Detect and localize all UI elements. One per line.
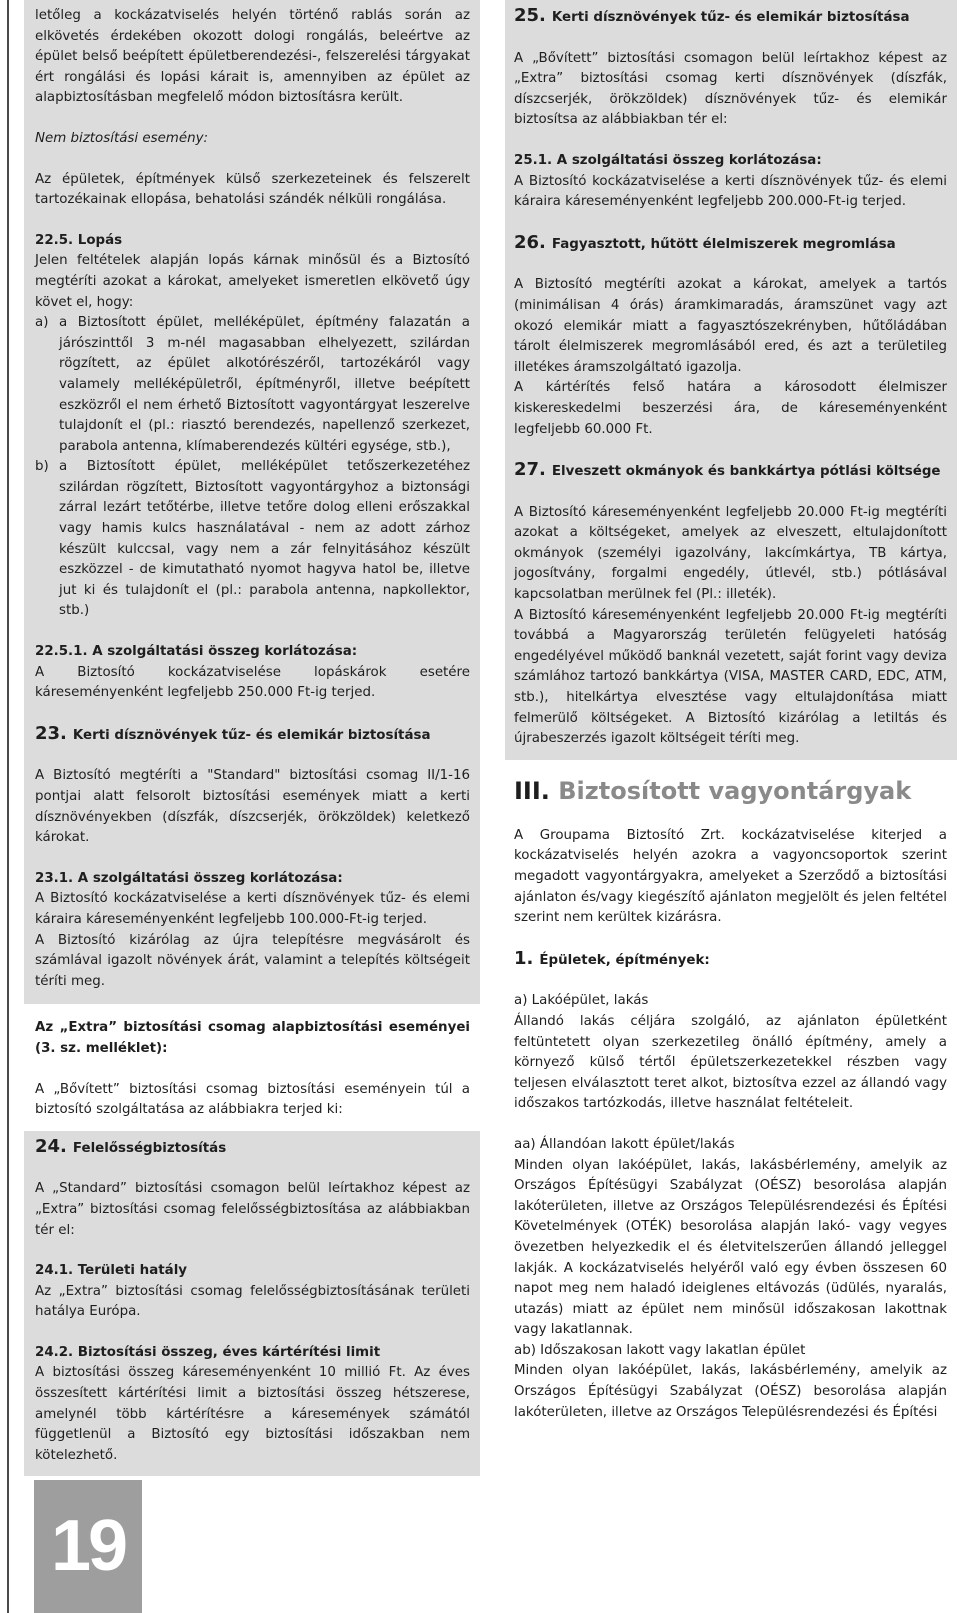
list-item <box>35 457 470 622</box>
section-22-5-list <box>35 313 470 622</box>
extra-package-text: A „Bővített” biztosítási csomag biztosítási eseményein túl a biztosító szolgáltatása az alábbiakra terjed ki: <box>35 1081 470 1118</box>
section-24-number: 24. <box>35 1135 67 1157</box>
section-26-title: Fagyasztott, hűtött élelmiszerek megromlása <box>551 236 896 252</box>
section-25-heading <box>514 6 947 29</box>
extra-package-title: Az „Extra” biztosítási csomag alapbiztosítási eseményei (3. sz. melléklet): <box>35 1020 470 1056</box>
non-event-label: Nem biztosítási esemény: <box>35 130 209 146</box>
section-26-heading <box>514 233 947 256</box>
right-plain-block <box>505 760 957 1423</box>
section-1-a-text: Állandó lakás céljára szolgáló, az ajánlaton épületként feltüntetett olyan szerkezetileg önálló építmény, amely a környező külső tértől épületszerkezetekkel részben vagy teljesen elválasztott teret alkot, biztosítva ezzel az állandó vagy időszakos tartózkodás, illetve használat feltételeit. <box>514 1013 947 1112</box>
right-column <box>505 0 957 1423</box>
section-1-number: 1. <box>514 947 534 969</box>
section-1-aa-label: aa) Állandóan lakott épület/lakás <box>514 1136 735 1152</box>
section-27 <box>514 460 947 750</box>
section-24-1-text: Az „Extra” biztosítási csomag felelősségbiztosításának területi hatálya Európa. <box>35 1283 470 1320</box>
section-26-text-2: A kártérítés felső határa a károsodott élelmiszer kiskereskedelmi beszerzési ára, de káreseményenként legfeljebb 60.000 Ft. <box>514 380 947 437</box>
list-marker: a) <box>35 315 49 331</box>
section-III-title: Biztosított vagyontárgyak <box>558 776 912 805</box>
right-gray-box <box>505 0 957 760</box>
list-text: a Biztosított épület, melléképület, építmény falazatán a járószinttől 3 m-nél magasabban elhelyezett, szilárdan rögzített, az épület alkotórészéről, tartozékáról vagy valamely melléképületről, építményről, illetve beépített eszközről el nem érhető Biztosított vagyontárgyat leszerelve tulajdonít el (pl.: riasztó berendezés, napellenző szerkezet, parabola antenna, klímaberendezés kültéri egysége, stb.), <box>59 315 470 454</box>
section-22-5-title: 22.5. Lopás <box>35 232 123 248</box>
section-23-1-text-1: A Biztosító kockázatviselése a kerti dísznövények tűz- és elemi káraira káreseményenként legfeljebb 100.000-Ft-ig terjed. <box>35 891 470 927</box>
section-22-5-1-text: A Biztosító kockázatviselése lopáskárok esetére káreseményenként legfeljebb 250.000 Ft-ig terjed. <box>35 664 470 701</box>
section-23-1 <box>35 869 470 993</box>
section-1-ab-text: Minden olyan lakóépület, lakás, lakásbérlemény, amelyik az Országos Építésügyi Szabályzat (OÉSZ) besorolása alapján lakóterületen, illetve az Országos Településrendezési és Építési <box>514 1363 947 1420</box>
section-22-5-1-title: 22.5.1. A szolgáltatási összeg korlátozása: <box>35 644 358 660</box>
section-22-5-intro: Jelen feltételek alapján lopás kárnak minősül és a Biztosító megtéríti azokat a károkat, amelyeket ismeretlen elkövető úgy követ el, hogy: <box>35 253 470 310</box>
section-27-heading <box>514 460 947 483</box>
section-25-1-title: 25.1. A szolgáltatási összeg korlátozása: <box>514 152 822 168</box>
section-III-heading <box>514 776 947 806</box>
section-24 <box>35 1137 470 1241</box>
section-1-ab-label: ab) Időszakosan lakott vagy lakatlan épület <box>514 1342 806 1358</box>
section-23-number: 23. <box>35 722 67 744</box>
left-plain-block <box>24 1004 480 1130</box>
page-number: 19 <box>34 1480 142 1613</box>
list-item <box>35 313 470 457</box>
section-24-text: A „Standard” biztosítási csomagon belül leírtakhoz képest az „Extra” biztosítási csomag felelősségbiztosítása az alábbiakban tér el: <box>35 1181 470 1238</box>
section-24-2-text: A biztosítási összeg káreseményenként 10 millió Ft. Az éves összesített kártérítési limit a biztosítási összeg hétszerese, amelynél több kártérítésre a káresemények számától függetlenül a Biztosító egy biztosítási időszakban nem kötelezhető. <box>35 1365 470 1463</box>
section-27-number: 27. <box>514 459 546 481</box>
section-23-text: A Biztosító megtéríti a "Standard" biztosítási csomag II/1-16 pontjai alatt felsorolt biztosítási események miatt a kerti dísznövényekben (díszfák, díszcserjék, örökzöldek) keletkező károkat. <box>35 768 470 846</box>
intro-paragraph: letőleg a kockázatviselés helyén történő rablás során az elkövetés érdekében okozott dologi rongálás, beleértve az épület belső beépített épületberendezési-, felszerelési tárgyakat ért rongálási és lopási kárait is, amennyiben az épület az alapbiztosításban megfelelő módon biztosításra került. <box>35 8 470 106</box>
section-III-number: III. <box>514 776 550 805</box>
section-24-heading <box>35 1137 470 1160</box>
section-27-text-1: A Biztosító káreseményenként legfeljebb 20.000 Ft-ig megtéríti azokat a költségeket, amelyek az elveszett, eltulajdonított okmányok (személyi igazolvány, lakcímkártya, TB kártya, jogosítvány, forgalmi engedély, útlevél, stb.) pótlásával kapcsolatban merülnek fel (Pl.: illeték). <box>514 504 947 603</box>
list-text: a Biztosított épület, melléképület tetőszerkezetéhez szilárdan rögzített, Biztosított vagyontárgyhoz a biztonsági zárral lezárt tetőtérbe, illetve tetőre dolog elleni erőszakkal vagy hamis kulcs használatával - nem az adott zárhoz készült kulccsal, vagy nem a zár felnyitásához készült eszközzel - de kimutatható nyomot hagyva hatol be, illetve jut ki és tulajdonít el (pl.: parabola antenna, napkollektor, stb.) <box>59 459 470 619</box>
non-event-text: Az épületek, építmények külső szerkezeteinek és felszerelt tartozékainak ellopása, behatolási szándék nélküli rongálása. <box>35 171 470 208</box>
section-23 <box>35 724 470 849</box>
list-marker: b) <box>35 459 49 475</box>
section-26-text-1: A Biztosító megtéríti azokat a károkat, amelyek a tartós (minimálisan 4 órás) áramkimaradás, áramszünet vagy azt okozó elemikár miatt a fagyasztószekrényben, hűtőládában tárolt élelmiszerek megromlásából ered, és azt a területileg illetékes áramszolgáltató igazolja. <box>514 277 947 375</box>
section-23-1-text-2: A Biztosító kizárólag az újra telepítésre megvásárolt és számlával igazolt növények árát, valamint a telepítés költségeit téríti meg. <box>35 932 470 989</box>
section-24-title: Felelősségbiztosítás <box>72 1140 227 1156</box>
section-1-aa-text: Minden olyan lakóépület, lakás, lakásbérlemény, amelyik az Országos Építésügyi Szabályzat (OÉSZ) besorolása alapján lakóterületen, illetve az Országos Településrendezési és Építési Követelmények (OTÉK) besorolása alapján lakó- vagy vegyes övezetben helyezkedik el és életvitelszerűen állandó jelleggel lakják. A kockázatviselés helyéről való egy évben összesen 60 napot meg nem haladó ideiglenes eltávozás (üdülés, nyaralás, utazás) miatt az épület nem minősül időszakosan lakottnak vagy lakatlannak. <box>514 1157 947 1338</box>
section-24-1-title: 24.1. Területi hatály <box>35 1263 188 1279</box>
section-25-title: Kerti dísznövények tűz- és elemikár biztosítása <box>551 10 910 25</box>
section-22-5 <box>35 231 470 622</box>
left-gray-box <box>24 0 480 1004</box>
section-25-text: A „Bővített” biztosítási csomagon belül leírtakhoz képest az „Extra” biztosítási csomag kerti dísznövények (díszfák, díszcserjék, örökzöldek) dísznövények tűz- és elemikár biztosítsa az alábbiakban tér el: <box>514 50 947 128</box>
section-25-1 <box>514 151 947 213</box>
section-23-1-title: 23.1. A szolgáltatási összeg korlátozása: <box>35 870 343 886</box>
section-1-heading <box>514 949 947 972</box>
section-25-1-text: A Biztosító kockázatviselése a kerti dísznövények tűz- és elemi káraira káreseményenként legfeljebb 200.000-Ft-ig terjed. <box>514 173 947 210</box>
section-26-number: 26. <box>514 231 546 253</box>
section-25-number: 25. <box>514 5 546 26</box>
section-1-title: Épületek, építmények: <box>539 952 710 968</box>
section-1-a-label: a) Lakóépület, lakás <box>514 993 649 1009</box>
section-24-2-title: 24.2. Biztosítási összeg, éves kártérítési limit <box>35 1344 381 1360</box>
left-gray-box-2 <box>24 1131 480 1477</box>
section-1 <box>514 949 947 1423</box>
section-26 <box>514 233 947 440</box>
section-22-5-1 <box>35 642 470 704</box>
section-24-2 <box>35 1343 470 1467</box>
section-23-title: Kerti dísznövények tűz- és elemikár biztosítása <box>72 727 431 743</box>
section-27-title: Elveszett okmányok és bankkártya pótlási költsége <box>551 464 941 480</box>
section-III-text: A Groupama Biztosító Zrt. kockázatviselése kiterjed a kockázatviselés helyén azokra a vagyoncsoportok szerint megadott vagyontárgyakra, amelyeket a Szerződő a biztosítási ajánlaton és/vagy kiegészítő ajánlaton megjelölt és jelen feltétel szerint nem kerültek kizárásra. <box>514 827 947 926</box>
page-edge-line <box>7 0 9 1613</box>
left-column <box>24 0 480 1476</box>
section-23-heading <box>35 724 470 747</box>
section-24-1 <box>35 1261 470 1323</box>
section-27-text-2: A Biztosító káreseményenként legfeljebb 20.000 Ft-ig megtéríti továbbá a Magyarország területén felügyeleti hatóság engedélyével működő banknál vezetett, saját forint vagy deviza számlához tartozó bankkártya (VISA, MASTER CARD, EDC, ATM, stb.), hitelkártya elvesztése vagy eltulajdonítása miatt felmerülő költségeket. A Biztosító kizárólag a letiltás és újrabeszerzés igazolt költségeit téríti meg. <box>514 607 947 747</box>
section-25 <box>514 6 947 131</box>
